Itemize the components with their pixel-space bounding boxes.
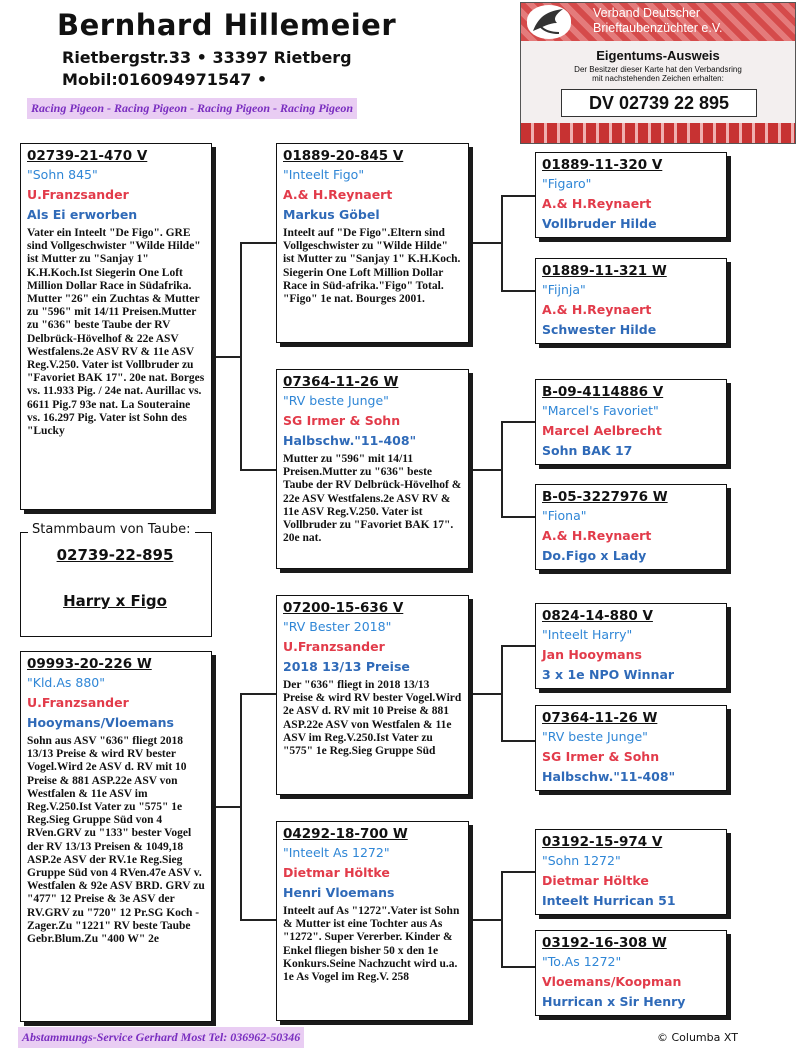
ring-number: 01889-20-845 V bbox=[283, 148, 404, 164]
connector bbox=[501, 516, 535, 518]
pigeon-card-dam-dam-dam[interactable] bbox=[535, 930, 727, 1016]
connector bbox=[469, 469, 501, 471]
pigeon-card-dam[interactable] bbox=[20, 651, 212, 1022]
pigeon-owner: A.& H.Reynaert bbox=[542, 196, 652, 211]
pigeon-description: Sohn aus ASV "636" fliegt 2018 13/13 Preise & wird RV bester Vogel.Wird 2e ASV d. RV mit 10 Preise & 881 ASP.22e ASV von Westfalen & 11e ASV im Reg.V.250.Ist Vater zu "575" 1e Reg.Sieg Gruppe Süd von 4 RVen.GRV zu "133" bester Vogel der RV 13/13 Preisen & 1049,18 ASP.2e ASV der RV.1e Reg.Sieg Gruppe Süd von 4 RVen.47e ASV v. Westfalen & 92e ASV BRD. GRV zu "477" 12 Preise & 3e ASV der RV.GRV zu "720" 12 Pr.SG Koch -Zager.Zu "1221" RV beste Taube Gebr.Blum.Zu "400 W" 2e bbox=[27, 735, 205, 946]
organization-line-1: Verband Deutscher bbox=[593, 6, 701, 20]
pigeon-nickname: "Inteelt Harry" bbox=[542, 627, 633, 642]
pigeon-card-dam-dam-sire[interactable] bbox=[535, 829, 727, 915]
pigeon-info: Do.Figo x Lady bbox=[542, 548, 647, 563]
pigeon-owner: U.Franzsander bbox=[283, 639, 385, 654]
pigeon-owner: Vloemans/Koopman bbox=[542, 974, 682, 989]
pigeon-owner: U.Franzsander bbox=[27, 695, 129, 710]
card-title: Eigentums-Ausweis bbox=[596, 48, 720, 63]
pigeon-nickname: "Figaro" bbox=[542, 176, 592, 191]
pigeon-nickname: "RV Bester 2018" bbox=[283, 619, 392, 634]
pigeon-logo-icon bbox=[527, 5, 571, 39]
breeder-mobile: Mobil:016094971547 • bbox=[62, 70, 268, 89]
pigeon-info: Inteelt Hurrican 51 bbox=[542, 893, 676, 908]
pigeon-card-sire-sire-dam[interactable] bbox=[535, 258, 727, 344]
ring-number: 03192-15-974 V bbox=[542, 834, 663, 850]
card-text-line-1: Der Besitzer dieser Karte hat den Verbandsring bbox=[574, 65, 742, 74]
pigeon-card-dam-sire[interactable] bbox=[276, 595, 469, 795]
pedigree-service-footer: Abstammungs-Service Gerhard Most Tel: 036962-50346 bbox=[18, 1027, 304, 1048]
connector bbox=[501, 645, 503, 741]
breeder-address: Rietbergstr.33 • 33397 Rietberg bbox=[62, 48, 352, 67]
pigeon-owner: SG Irmer & Sohn bbox=[283, 413, 401, 428]
organization-name bbox=[593, 6, 793, 36]
ring-number: 0824-14-880 V bbox=[542, 608, 653, 624]
ring-number: 07200-15-636 V bbox=[283, 600, 404, 616]
ring-number: B-05-3227976 W bbox=[542, 489, 668, 505]
connector bbox=[501, 421, 535, 423]
pigeon-info: Vollbruder Hilde bbox=[542, 216, 657, 231]
connector bbox=[501, 195, 535, 197]
breeder-name: Bernhard Hillemeier bbox=[57, 8, 397, 42]
pigeon-owner: A.& H.Reynaert bbox=[542, 528, 652, 543]
connector bbox=[501, 871, 535, 873]
organization-line-2: Brieftaubenzüchter e.V. bbox=[593, 21, 723, 35]
connector bbox=[469, 242, 501, 244]
connector bbox=[501, 645, 535, 647]
pigeon-card-dam-dam[interactable] bbox=[276, 821, 469, 1021]
pigeon-card-sire-dam-sire[interactable] bbox=[535, 379, 727, 465]
pigeon-description: Inteelt auf As "1272".Vater ist Sohn & Mutter ist eine Tochter aus As "1272". Super Vererber. Kinder & Enkel fliegen bisher 50 x den 1e Konkurs.Seine Nachzucht wird u.a. 1e As Vogel im Reg.V. 258 bbox=[283, 905, 460, 984]
pigeon-nickname: "Kld.As 880" bbox=[27, 675, 105, 690]
connector bbox=[240, 693, 242, 920]
pigeon-nickname: "RV beste Junge" bbox=[283, 393, 389, 408]
pigeon-owner: SG Irmer & Sohn bbox=[542, 749, 660, 764]
pigeon-info: Halbschw."11-408" bbox=[542, 769, 676, 784]
card-ring-number: DV 02739 22 895 bbox=[561, 89, 757, 117]
pigeon-nickname: "To.As 1272" bbox=[542, 954, 622, 969]
pigeon-card-sire-sire-sire[interactable] bbox=[535, 152, 727, 238]
ring-number: 04292-18-700 W bbox=[283, 826, 408, 842]
pigeon-info: Henri Vloemans bbox=[283, 885, 395, 900]
pigeon-description: Mutter zu "596" mit 14/11 Preisen.Mutter zu "636" beste Taube der RV Delbrück-Hövelhof & 22e ASV Westfalens.2e ASV RV & 11e ASV Reg.V.250. Vater ist Vollbruder zu "Favoriet BAK 17". 20e nat. bbox=[283, 453, 462, 545]
pigeon-card-dam-sire-dam[interactable] bbox=[535, 705, 727, 791]
connector bbox=[501, 290, 535, 292]
pigeon-nickname: "Sohn 1272" bbox=[542, 853, 621, 868]
pigeon-nickname: "Fiona" bbox=[542, 508, 587, 523]
pigeon-info: Als Ei erworben bbox=[27, 207, 138, 222]
pigeon-owner: Jan Hooymans bbox=[542, 647, 642, 662]
connector bbox=[240, 242, 276, 244]
connector bbox=[469, 919, 501, 921]
connector bbox=[501, 966, 535, 968]
pigeon-info: 2018 13/13 Preise bbox=[283, 659, 410, 674]
connector bbox=[212, 356, 240, 358]
pigeon-info: Markus Göbel bbox=[283, 207, 380, 222]
subject-pairing: Harry x Figo bbox=[63, 592, 167, 610]
ring-number: 09993-20-226 W bbox=[27, 656, 152, 672]
connector bbox=[501, 421, 503, 517]
connector bbox=[240, 693, 276, 695]
pigeon-info: Schwester Hilde bbox=[542, 322, 657, 337]
pigeon-info: 3 x 1e NPO Winnar bbox=[542, 667, 675, 682]
pigeon-owner: Dietmar Höltke bbox=[542, 873, 649, 888]
card-footer-band bbox=[521, 123, 795, 143]
pigeon-nickname: "Inteelt Figo" bbox=[283, 167, 365, 182]
pigeon-owner: Marcel Aelbrecht bbox=[542, 423, 662, 438]
pigeon-card-dam-sire-sire[interactable] bbox=[535, 603, 727, 689]
pigeon-owner: A.& H.Reynaert bbox=[542, 302, 652, 317]
pigeon-info: Halbschw."11-408" bbox=[283, 433, 417, 448]
ring-number: 01889-11-320 V bbox=[542, 157, 663, 173]
card-text bbox=[521, 65, 795, 83]
connector bbox=[212, 806, 240, 808]
pigeon-info: Hurrican x Sir Henry bbox=[542, 994, 686, 1009]
pigeon-info: Sohn BAK 17 bbox=[542, 443, 633, 458]
racing-pigeon-banner: Racing Pigeon - Racing Pigeon - Racing Pigeon - Racing Pigeon bbox=[27, 98, 357, 119]
ownership-card bbox=[520, 2, 796, 144]
pigeon-card-sire-dam[interactable] bbox=[276, 369, 469, 569]
copyright-notice: © Columba XT bbox=[657, 1031, 738, 1044]
pigeon-nickname: "Marcel's Favoriet" bbox=[542, 403, 659, 418]
card-text-line-2: mit nachstehenden Zeichen erhalten: bbox=[592, 74, 724, 83]
pigeon-card-sire-dam-dam[interactable] bbox=[535, 484, 727, 570]
connector bbox=[501, 740, 535, 742]
pigeon-owner: U.Franzsander bbox=[27, 187, 129, 202]
connector bbox=[240, 469, 276, 471]
pigeon-description: Der "636" fliegt in 2018 13/13 Preise & wird RV bester Vogel.Wird 2e ASV d. RV mit 10 Preise & 881 ASP.22e ASV von Westfalen & 11e ASV im Reg.V.250.Ist Vater zu "575" 1e Reg.Sieg Gruppe Süd bbox=[283, 679, 462, 758]
pigeon-card-sire[interactable] bbox=[20, 143, 212, 510]
pigeon-nickname: "Sohn 845" bbox=[27, 167, 98, 182]
pigeon-nickname: "Fijnja" bbox=[542, 282, 586, 297]
pigeon-owner: Dietmar Höltke bbox=[283, 865, 390, 880]
connector bbox=[240, 242, 242, 470]
connector bbox=[240, 919, 276, 921]
ring-number: 02739-21-470 V bbox=[27, 148, 148, 164]
pigeon-owner: A.& H.Reynaert bbox=[283, 187, 393, 202]
pigeon-description: Inteelt auf "De Figo".Eltern sind Vollgeschwister zu "Wilde Hilde" ist Mutter zu "Sanjay 1" K.H.Koch. Siegerin One Loft Million Dollar Race in Süd-afrika."Figo" Total. "Figo" 1e nat. Bourges 2001. bbox=[283, 227, 461, 306]
pigeon-nickname: "RV beste Junge" bbox=[542, 729, 648, 744]
connector bbox=[469, 693, 501, 695]
ring-number: B-09-4114886 V bbox=[542, 384, 664, 400]
ring-number: 07364-11-26 W bbox=[542, 710, 658, 726]
connector bbox=[501, 871, 503, 967]
ring-number: 01889-11-321 W bbox=[542, 263, 667, 279]
ring-number: 07364-11-26 W bbox=[283, 374, 399, 390]
pigeon-card-sire-sire[interactable] bbox=[276, 143, 469, 343]
subject-ring-number: 02739-22-895 bbox=[56, 546, 174, 564]
ring-number: 03192-16-308 W bbox=[542, 935, 667, 951]
subject-label: Stammbaum von Taube: bbox=[28, 522, 195, 537]
connector bbox=[501, 195, 503, 291]
pigeon-info: Hooymans/Vloemans bbox=[27, 715, 174, 730]
pigeon-nickname: "Inteelt As 1272" bbox=[283, 845, 390, 860]
pigeon-description: Vater ein Inteelt "De Figo". GRE sind Vollgeschwister "Wilde Hilde" ist Mutter zu "Sanjay 1" K.H.Koch.Ist Siegerin One Loft Million Dollar Race in Südafrika. Mutter "26" ein Zuchtas & Mutter zu "596" mit 14/11 Preisen.Mutter zu "636" beste Taube der RV Delbrück-Hövelhof & 22e ASV Westfalens.2e ASV RV & 11e ASV Reg.V.250. Vater ist Vollbruder zu "Favoriet BAK 17". 20e nat. Borges vs. 11.933 Pig. / 24e nat. Aurillac vs. 6611 Pig.7 93e nat. La Souteraine vs. 16.297 Pig. Vater ist Sohn des "Lucky bbox=[27, 227, 205, 438]
